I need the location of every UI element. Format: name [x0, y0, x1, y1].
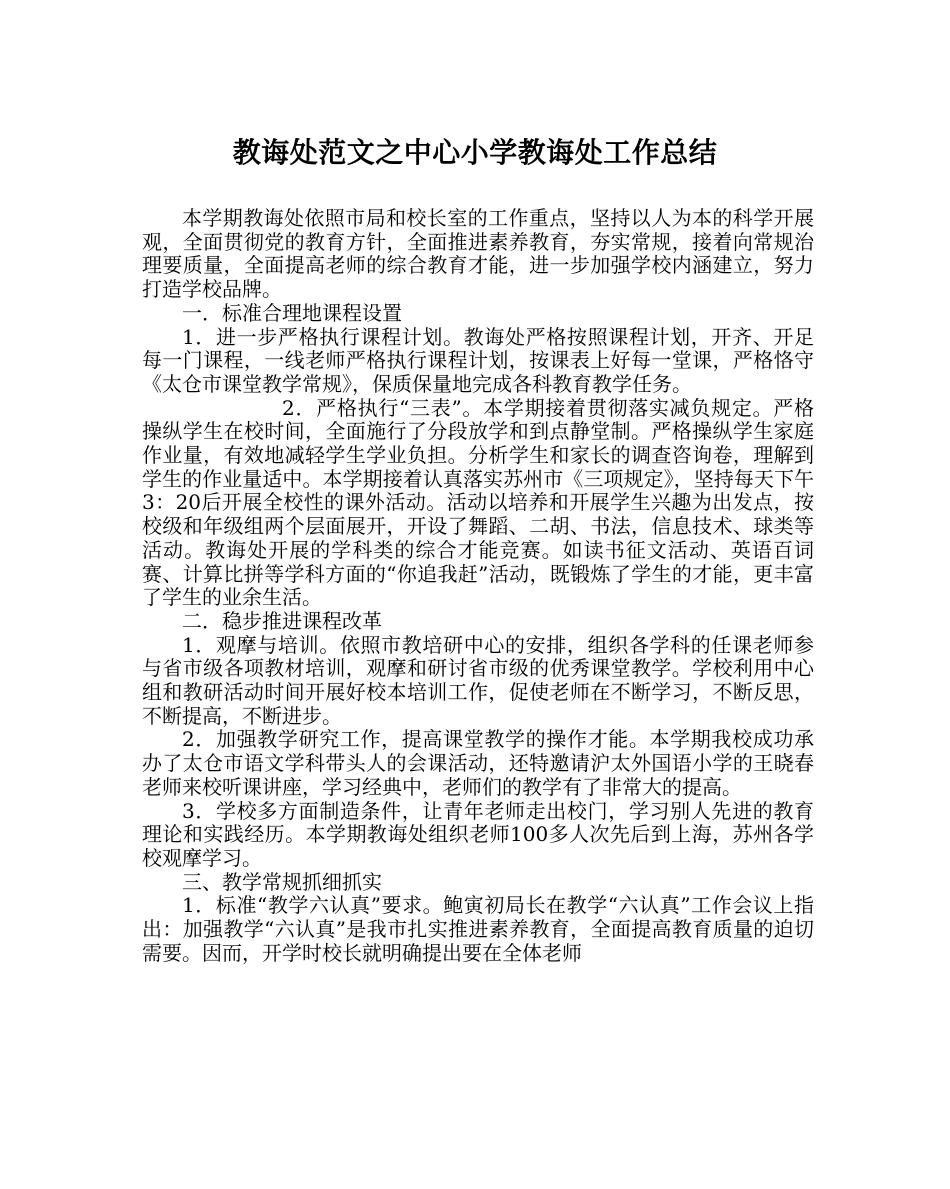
intro-paragraph: 本学期教诲处依照市局和校长室的工作重点，坚持以人为本的科学开展观，全面贯彻党的教育方针，全面推进素养教育，夯实常规，接着向常规治理要质量，全面提高老师的综合教育才能，进一步加强学校内涵建立，努力打造学校品牌。	[142, 206, 814, 302]
section-heading-2: 二．稳步推进课程改革	[182, 608, 382, 633]
paragraph-2-3: 3．学校多方面制造条件，让青年老师走出校门，学习别人先进的教育理论和实践经历。本学期教诲处组织老师100多人次先后到上海，苏州各学校观摩学习。	[142, 798, 814, 870]
paragraph-1-2: 2．严格执行“三表”。本学期接着贯彻落实减负规定。严格操纵学生在校时间，全面施行了分段放学和到点静堂制。严格操纵学生家庭作业量，有效地减轻学生学业负担。分析学生和家长的调查咨询卷，理解到学生的作业量适中。本学期接着认真落实苏州市《三项规定》，坚持每天下午3：20后开展全校性的课外活动。活动以培养和开展学生兴趣为出发点，按校级和年级组两个层面展开，开设了舞蹈、二胡、书法，信息技术、球类等活动。教诲处开展的学科类的综合才能竞赛。如读书征文活动、英语百词赛、计算比拼等学科方面的“你追我赶”活动，既锻炼了学生的才能，更丰富了学生的业余生活。	[142, 395, 814, 610]
document-body	[142, 207, 814, 966]
paragraph-1-1: 1．进一步严格执行课程计划。教诲处严格按照课程计划，开齐、开足每一门课程，一线老师严格执行课程计划，按课表上好每一堂课，严格恪守《太仓市课堂教学常规》，保质保量地完成各科教育教学任务。	[142, 324, 814, 396]
document-title: 教诲处范文之中心小学教诲处工作总结	[232, 136, 718, 169]
paragraph-2-2: 2．加强教学研究工作，提高课堂教学的操作才能。本学期我校成功承办了太仓市语文学科带头人的会课活动，还特邀请沪太外国语小学的王晓春老师来校听课讲座，学习经典中，老师们的教学有了非常大的提高。	[142, 727, 814, 799]
paragraph-2-1: 1．观摩与培训。依照市教培研中心的安排，组织各学科的任课老师参与省市级各项教材培训，观摩和研讨省市级的优秀课堂教学。学校利用中心组和教研活动时间开展好校本培训工作，促使老师在不断学习，不断反思，不断提高，不断进步。	[142, 632, 814, 728]
section-heading-1: 一．标准合理地课程设置	[182, 300, 402, 325]
section-heading-3: 三、教学常规抓细抓实	[182, 869, 382, 894]
paragraph-3-1: 1．标准“教学六认真”要求。鲍寅初局长在教学“六认真”工作会议上指出：加强教学“六认真”是我市扎实推进素养教育，全面提高教育质量的迫切需要。因而，开学时校长就明确提出要在全体老师	[142, 893, 814, 965]
